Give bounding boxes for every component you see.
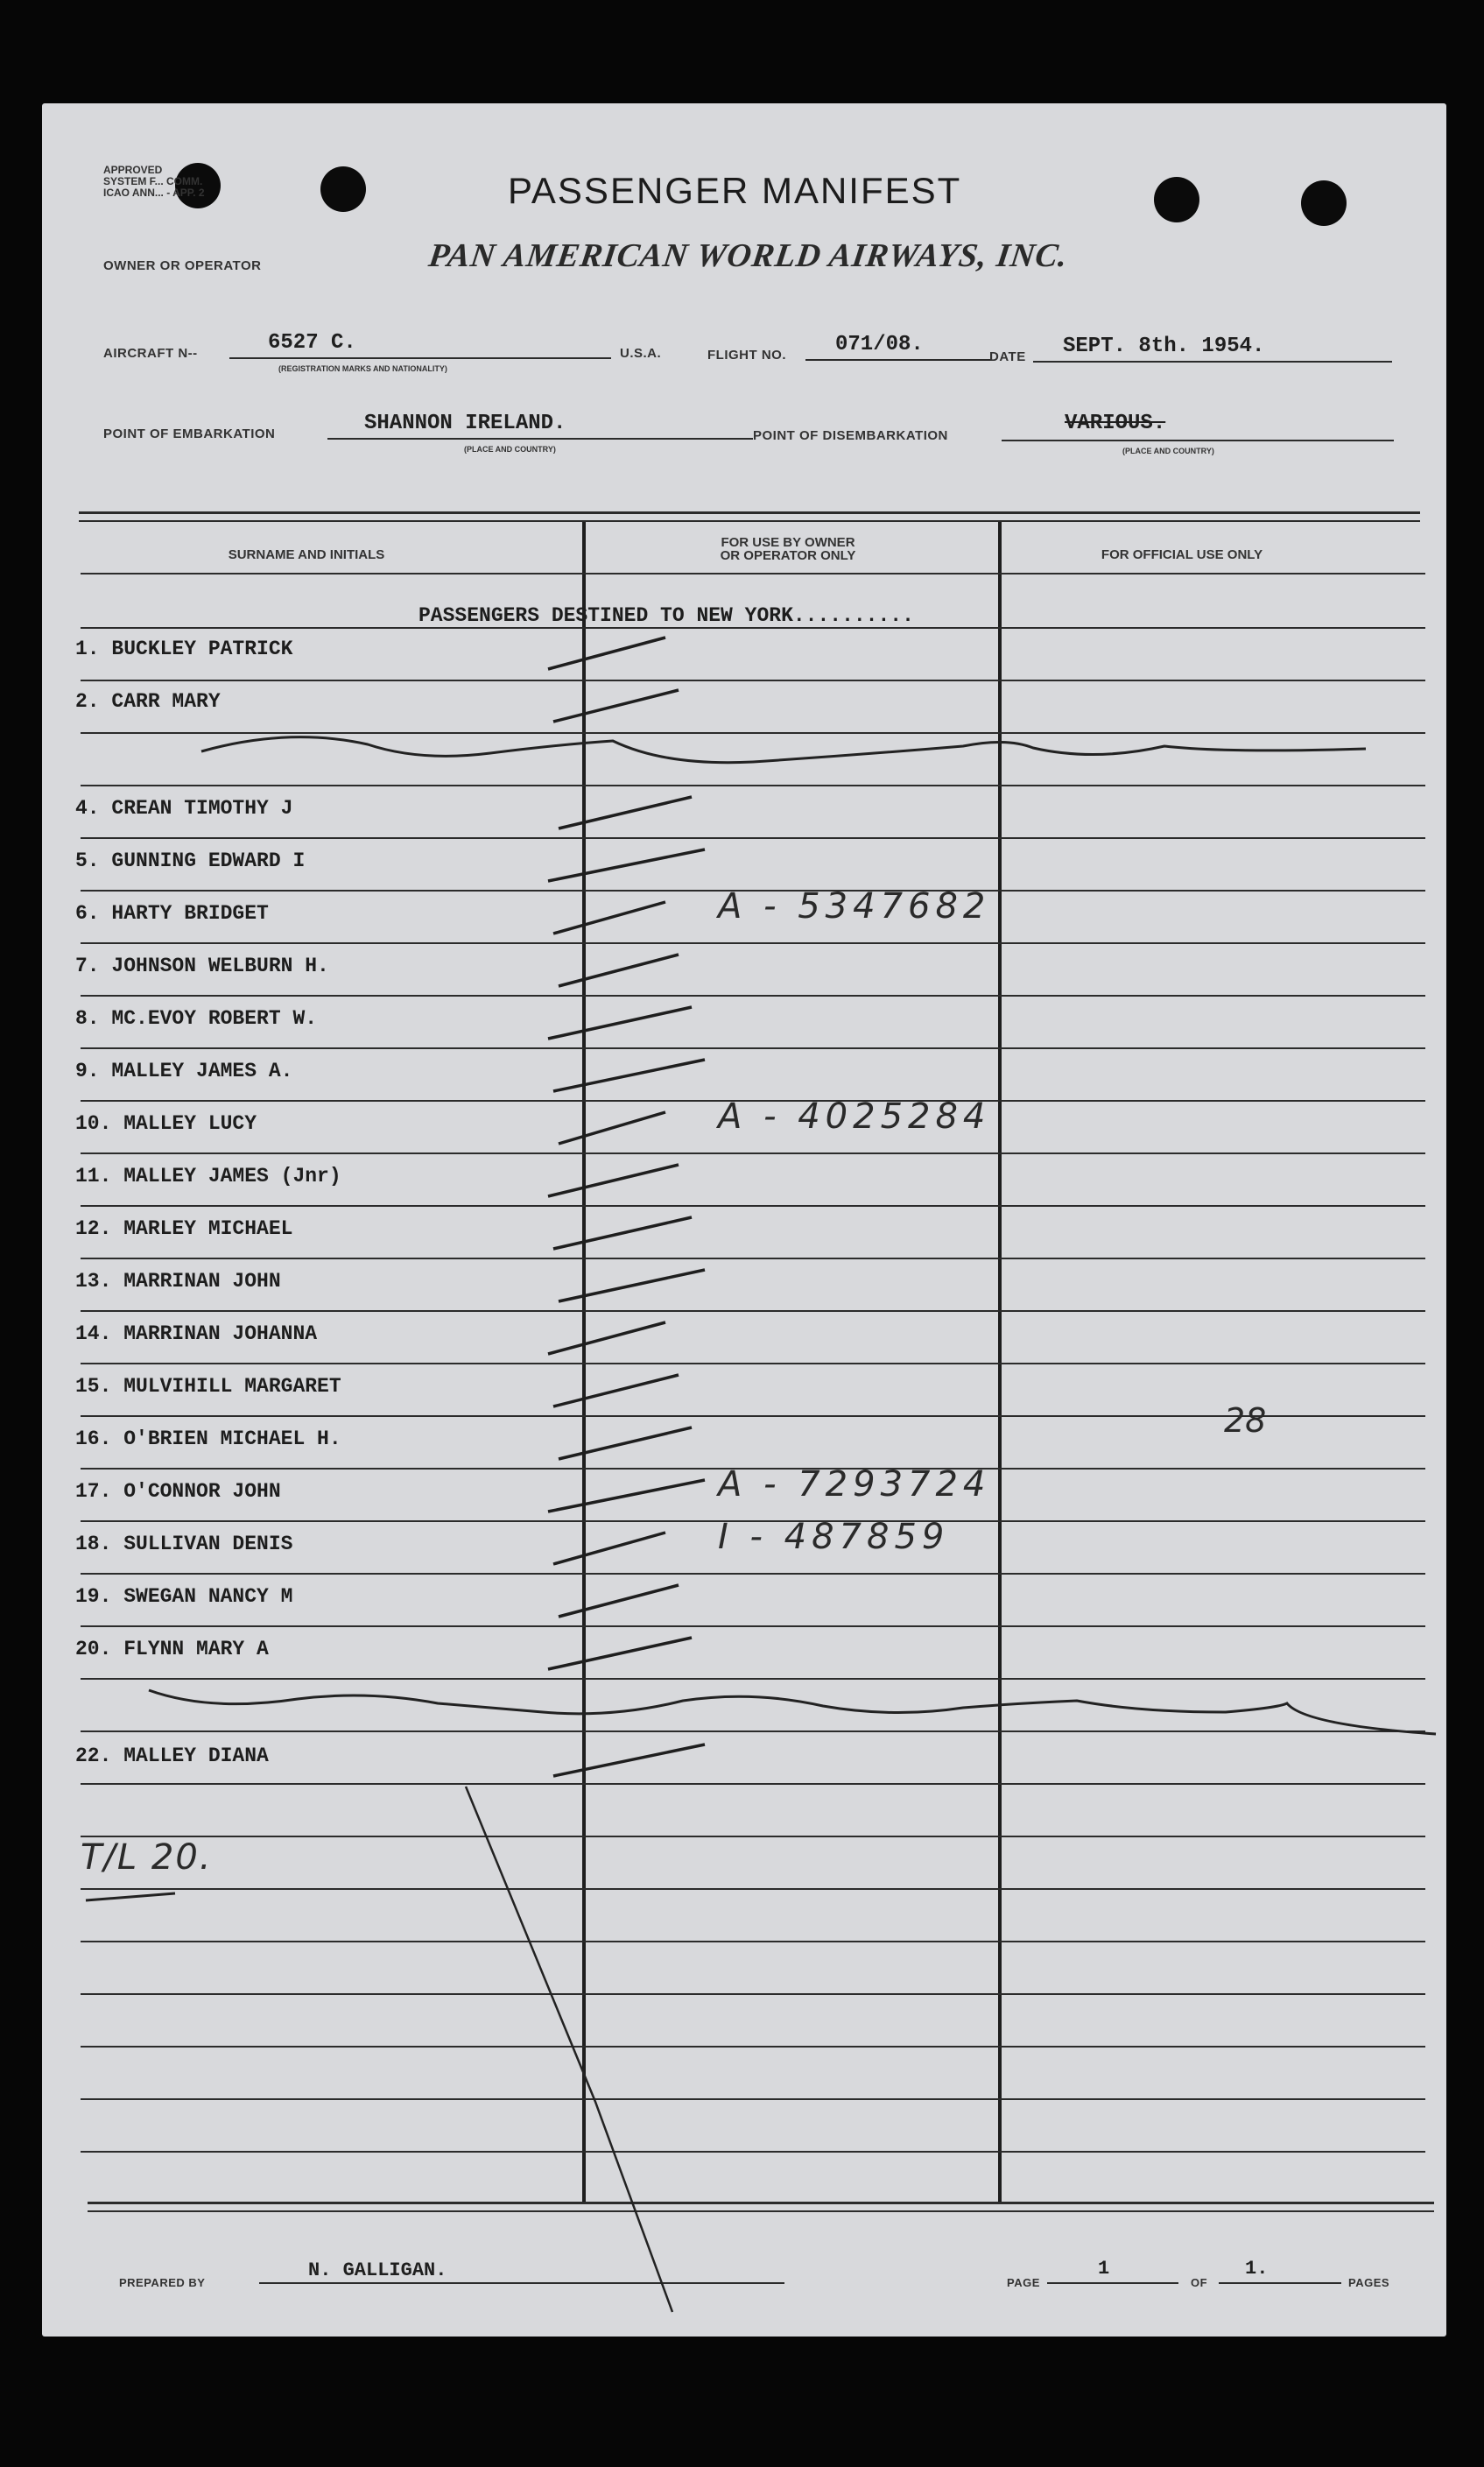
date-underline bbox=[1033, 361, 1392, 363]
passenger-entry: 9. MALLEY JAMES A. bbox=[75, 1060, 293, 1082]
handwritten-passport-note: A - 5347682 bbox=[718, 886, 991, 927]
row-rule bbox=[81, 1205, 1425, 1207]
disembark-label: POINT OF DISEMBARKATION bbox=[753, 428, 948, 443]
of-value: 1. bbox=[1245, 2258, 1269, 2280]
passenger-entry: 1. BUCKLEY PATRICK bbox=[75, 638, 293, 660]
handwritten-total: T/L 20. bbox=[81, 1837, 213, 1878]
passenger-entry: 15. MULVIHILL MARGARET bbox=[75, 1375, 341, 1398]
row-rule bbox=[81, 1993, 1425, 1995]
footer-rule-2 bbox=[88, 2210, 1434, 2212]
of-underline bbox=[1219, 2282, 1341, 2284]
embark-value: SHANNON IRELAND. bbox=[364, 412, 566, 435]
passenger-entry: 22. MALLEY DIANA bbox=[75, 1745, 269, 1767]
row-rule bbox=[81, 995, 1425, 997]
aircraft-label: AIRCRAFT N-- bbox=[103, 346, 198, 361]
page-label: PAGE bbox=[1007, 2276, 1040, 2289]
row-rule bbox=[81, 1152, 1425, 1154]
passenger-entry: 17. O'CONNOR JOHN bbox=[75, 1480, 281, 1503]
punch-hole bbox=[320, 166, 366, 212]
passenger-entry: 16. O'BRIEN MICHAEL H. bbox=[75, 1427, 341, 1450]
row-rule bbox=[81, 1573, 1425, 1575]
official-note: 28 bbox=[1224, 1401, 1267, 1440]
row-rule bbox=[81, 1258, 1425, 1259]
flight-underline bbox=[805, 359, 991, 361]
embark-place-note: (PLACE AND COUNTRY) bbox=[464, 445, 556, 454]
table-top-rule-2 bbox=[79, 520, 1420, 522]
of-label: OF bbox=[1191, 2276, 1208, 2289]
row-rule bbox=[81, 1941, 1425, 1942]
operator-name: PAN AMERICAN WORLD AIRWAYS, INC. bbox=[426, 237, 1071, 274]
row-rule bbox=[81, 2046, 1425, 2048]
passenger-entry: 20. FLYNN MARY A bbox=[75, 1638, 269, 1660]
passenger-entry: 11. MALLEY JAMES (Jnr) bbox=[75, 1165, 341, 1188]
aircraft-value: 6527 C. bbox=[268, 331, 356, 355]
row-rule bbox=[81, 732, 1425, 734]
row-rule bbox=[81, 1678, 1425, 1680]
row-rule bbox=[81, 2098, 1425, 2100]
pages-label: PAGES bbox=[1348, 2276, 1390, 2289]
flight-label: FLIGHT NO. bbox=[707, 348, 786, 363]
prepared-underline bbox=[259, 2282, 784, 2284]
passenger-entry: 7. JOHNSON WELBURN H. bbox=[75, 955, 329, 977]
passenger-entry: 10. MALLEY LUCY bbox=[75, 1112, 257, 1135]
row-rule bbox=[81, 1730, 1425, 1732]
date-label: DATE bbox=[989, 349, 1026, 364]
destination-line: PASSENGERS DESTINED TO NEW YORK.......... bbox=[418, 604, 914, 627]
embark-label: POINT OF EMBARKATION bbox=[103, 426, 276, 441]
disembark-value: VARIOUS. bbox=[1065, 412, 1166, 435]
row-rule bbox=[81, 680, 1425, 681]
row-rule bbox=[81, 1625, 1425, 1627]
row-rule bbox=[81, 1783, 1425, 1785]
row-rule bbox=[81, 2151, 1425, 2153]
approval-note: APPROVED SYSTEM F... COMM. ICAO ANN... - APP. 2 bbox=[103, 164, 205, 199]
flight-value: 071/08. bbox=[835, 333, 924, 356]
aircraft-underline bbox=[229, 357, 611, 359]
punch-hole bbox=[1154, 177, 1199, 222]
form-title: PASSENGER MANIFEST bbox=[508, 170, 962, 211]
page-value: 1 bbox=[1098, 2258, 1110, 2280]
handwritten-passport-note: I - 487859 bbox=[718, 1517, 950, 1557]
handwritten-passport-note: A - 4025284 bbox=[718, 1096, 991, 1137]
punch-hole bbox=[1301, 180, 1347, 226]
disembark-place-note: (PLACE AND COUNTRY) bbox=[1122, 447, 1214, 455]
passenger-entry: 8. MC.EVOY ROBERT W. bbox=[75, 1007, 318, 1030]
row-rule bbox=[81, 1888, 1425, 1890]
col-owner-use-header: FOR USE BY OWNER OR OPERATOR ONLY bbox=[720, 535, 856, 563]
col-official-header: FOR OFFICIAL USE ONLY bbox=[1101, 547, 1263, 562]
row-rule bbox=[81, 942, 1425, 944]
row-rule bbox=[81, 785, 1425, 786]
table-top-rule bbox=[79, 511, 1420, 514]
passenger-entry: 19. SWEGAN NANCY M bbox=[75, 1585, 293, 1608]
handwritten-passport-note: A - 7293724 bbox=[718, 1464, 991, 1505]
passenger-entry: 5. GUNNING EDWARD I bbox=[75, 849, 306, 872]
nationality: U.S.A. bbox=[620, 346, 662, 361]
passenger-entry: 6. HARTY BRIDGET bbox=[75, 902, 269, 925]
registration-note: (REGISTRATION MARKS AND NATIONALITY) bbox=[278, 364, 447, 373]
passenger-entry: 13. MARRINAN JOHN bbox=[75, 1270, 281, 1293]
owner-label: OWNER OR OPERATOR bbox=[103, 258, 262, 273]
row-rule bbox=[81, 627, 1425, 629]
prepared-value: N. GALLIGAN. bbox=[308, 2259, 447, 2281]
row-rule bbox=[81, 837, 1425, 839]
disembark-underline bbox=[1002, 440, 1394, 441]
row-rule bbox=[81, 1047, 1425, 1049]
col-surname-header: SURNAME AND INITIALS bbox=[228, 547, 385, 562]
passenger-entry: 2. CARR MARY bbox=[75, 690, 221, 713]
row-rule bbox=[81, 573, 1425, 574]
page-underline bbox=[1047, 2282, 1178, 2284]
footer-rule bbox=[88, 2202, 1434, 2204]
passenger-entry: 12. MARLEY MICHAEL bbox=[75, 1217, 293, 1240]
row-rule bbox=[81, 1836, 1425, 1837]
row-rule bbox=[81, 1310, 1425, 1312]
row-rule bbox=[81, 1363, 1425, 1364]
passenger-entry: 14. MARRINAN JOHANNA bbox=[75, 1322, 318, 1345]
date-value: SEPT. 8th. 1954. bbox=[1063, 335, 1265, 358]
passenger-entry: 4. CREAN TIMOTHY J bbox=[75, 797, 293, 820]
prepared-label: PREPARED BY bbox=[119, 2276, 206, 2289]
embark-underline bbox=[327, 438, 753, 440]
passenger-entry: 18. SULLIVAN DENIS bbox=[75, 1533, 293, 1555]
